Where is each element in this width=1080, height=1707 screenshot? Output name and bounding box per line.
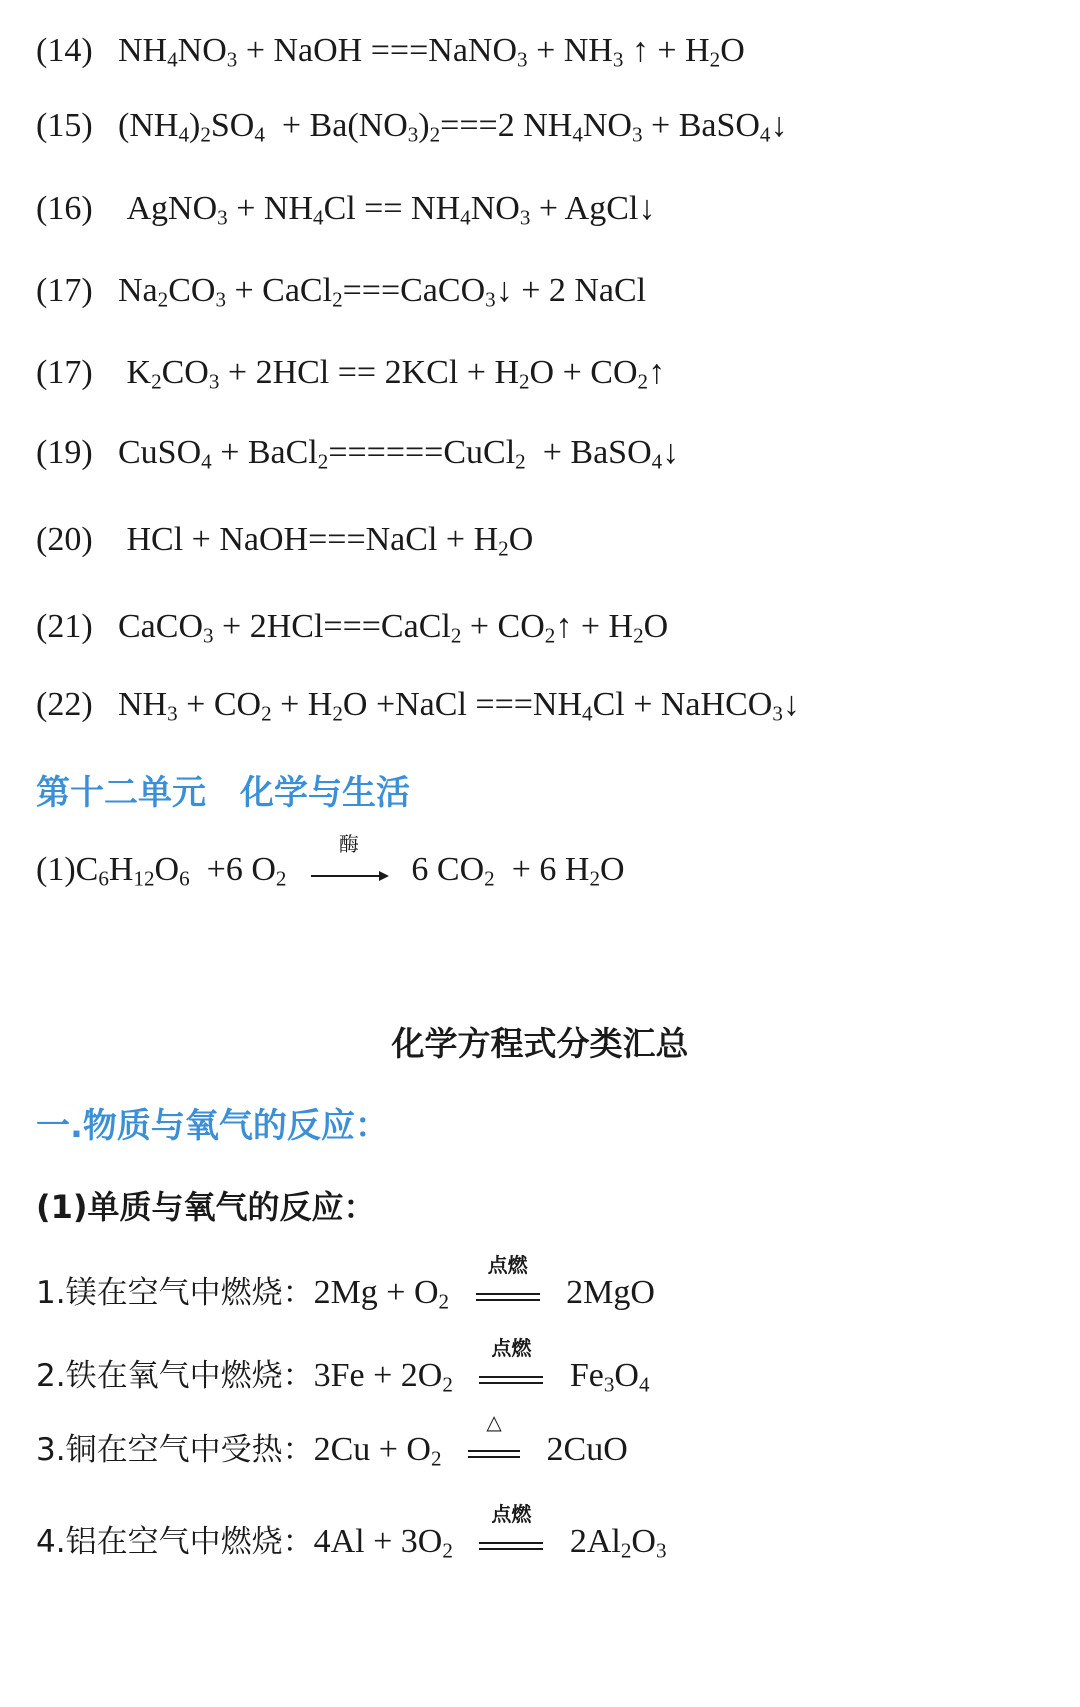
condition-equals bbox=[472, 1253, 544, 1315]
equation-number: (22) bbox=[36, 686, 93, 723]
equation-number: (1) bbox=[36, 850, 76, 888]
reaction-condition: 点燃 bbox=[491, 1502, 532, 1526]
equation-14 bbox=[36, 32, 745, 72]
equation-body: CaCO$_3$ + 2HCl===CaCl$_2$ + $CO_2↑ + H_2O$ bbox=[118, 608, 669, 648]
reactants: $3Fe + 2O_2$ bbox=[313, 1356, 453, 1397]
unit12-equation-1 bbox=[36, 832, 625, 892]
reactants: $4Al + 3O_2$ bbox=[313, 1522, 453, 1563]
enzyme-arrow bbox=[309, 832, 389, 892]
heat-triangle-icon: △ bbox=[486, 1410, 502, 1434]
equation-15 bbox=[36, 107, 788, 147]
products: 6 $CO_2 + 6$ $H_2O$ bbox=[411, 850, 625, 891]
subsection1-heading: (1)单质与氧气的反应： bbox=[36, 1188, 376, 1226]
equation-20 bbox=[36, 521, 534, 561]
equation-22 bbox=[36, 686, 800, 726]
reactants: $C_6H_{12}O_6 +6$ $O_2$ bbox=[75, 850, 287, 891]
condition-equals bbox=[475, 1336, 547, 1398]
equation-body: AgNO$_3$ + $NH_4Cl == NH_4NO_3$ + AgCl↓ bbox=[118, 190, 656, 230]
equation-body: $NH_3 + CO_2 + H_2O$ +NaCl $===NH_4Cl$ + NaHCO$_3$↓ bbox=[118, 686, 800, 726]
reaction-1 bbox=[36, 1253, 655, 1315]
equation-number: (16) bbox=[36, 190, 93, 227]
products: $2Al_2O_3$ bbox=[569, 1522, 667, 1563]
equation-body: HCl + NaOH===NaCl + $H_2O$ bbox=[118, 521, 534, 561]
equation-21 bbox=[36, 608, 669, 648]
unit12-heading: 第十二单元 化学与生活 bbox=[36, 773, 410, 813]
equation-body: $NH_4NO_3$ + NaOH ===NaNO$_3$ + $NH_3$ ↑ + $H_2O$ bbox=[118, 32, 745, 72]
equation-number: (21) bbox=[36, 608, 93, 645]
reaction-condition: 酶 bbox=[338, 832, 359, 856]
equation-17a bbox=[36, 272, 647, 312]
right-arrow-icon bbox=[309, 870, 389, 882]
section1-heading: 一.物质与氧气的反应： bbox=[36, 1106, 389, 1146]
condition-equals bbox=[475, 1502, 547, 1564]
reaction-3 bbox=[36, 1410, 628, 1472]
reaction-label: 3.铜在空气中受热： bbox=[36, 1431, 314, 1468]
reaction-condition: 点燃 bbox=[491, 1336, 532, 1360]
reaction-label: 1.镁在空气中燃烧： bbox=[36, 1274, 314, 1311]
equation-17b bbox=[36, 354, 666, 394]
equation-number: (19) bbox=[36, 434, 93, 471]
condition-equals bbox=[464, 1410, 524, 1472]
reaction-label: 4.铝在空气中燃烧： bbox=[36, 1523, 314, 1560]
equation-19 bbox=[36, 434, 680, 474]
reactants: $2Cu + O_2$ bbox=[313, 1430, 442, 1471]
products: 2MgO bbox=[566, 1273, 655, 1311]
equation-number: (17) bbox=[36, 354, 93, 391]
equation-number: (14) bbox=[36, 32, 93, 69]
reaction-4 bbox=[36, 1502, 667, 1564]
products: $Fe_3O_4$ bbox=[569, 1356, 650, 1397]
equation-body: $K_2CO_3 + 2HCl == 2KCl + H_2O$ + $CO_2↑$ bbox=[118, 354, 666, 394]
summary-title: 化学方程式分类汇总 bbox=[391, 1024, 689, 1063]
equation-body: $Na_2CO_3$ + CaCl$_2$===CaCO$_3$↓ + 2 NaCl bbox=[118, 272, 647, 312]
reaction-label: 2.铁在氧气中燃烧： bbox=[36, 1357, 314, 1394]
equation-body: CuSO$_4$ + BaCl$_2$======CuCl$_2$ + BaSO$_4$↓ bbox=[118, 434, 680, 474]
equation-number: (15) bbox=[36, 107, 93, 144]
reaction-condition: 点燃 bbox=[487, 1253, 528, 1277]
products: 2CuO bbox=[546, 1430, 628, 1468]
equation-number: (20) bbox=[36, 521, 93, 558]
reaction-2 bbox=[36, 1336, 650, 1398]
reactants: $2Mg + O_2$ bbox=[313, 1273, 450, 1314]
equation-body: $(NH_4)_2SO_4 + Ba(NO_3)_2===2$ $NH_4NO_3$ + BaSO$_4$↓ bbox=[118, 107, 788, 147]
equation-16 bbox=[36, 190, 656, 230]
equation-number: (17) bbox=[36, 272, 93, 309]
